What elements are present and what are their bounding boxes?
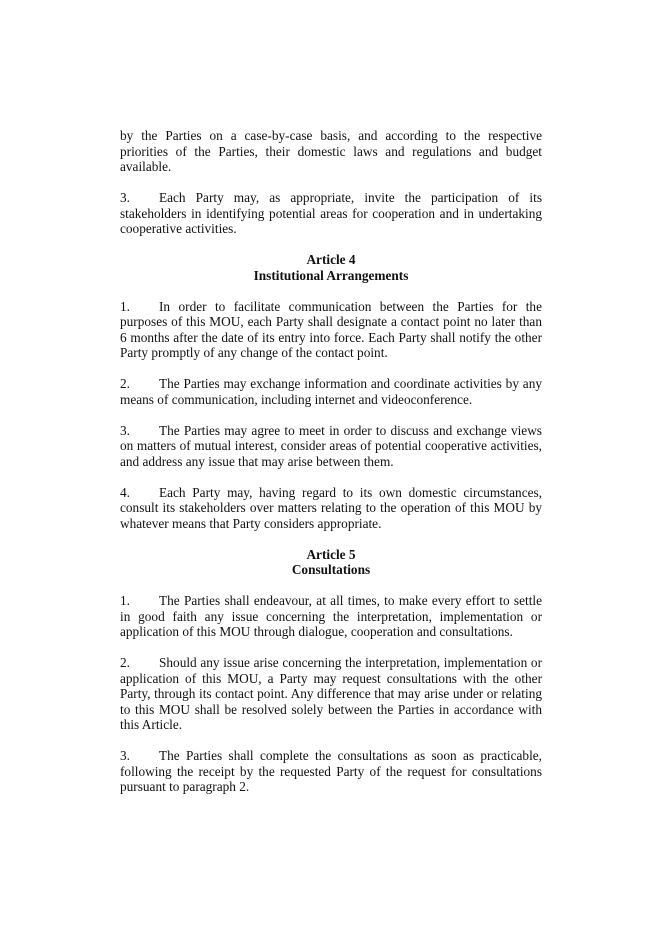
- paragraph-number: 2.: [120, 655, 130, 670]
- paragraph-text: The Parties shall endeavour, at all times, to make every effort to settle in good faith any issue concerning the interpretation, implementation or application of this MOU through dialogue, cooperation and consultations.: [120, 593, 542, 639]
- article-4-paragraph-3: [120, 423, 542, 470]
- article-5-paragraph-2: [120, 655, 542, 733]
- paragraph-text: Each Party may, having regard to its own domestic circumstances, consult its stakeholders over matters relating to the operation of this MOU by whatever means that Party considers appropriate.: [120, 484, 542, 531]
- paragraph-text: The Parties shall complete the consultations as soon as practicable, following the receipt by the requested Party of the request for consultations pursuant to paragraph 2.: [120, 748, 542, 794]
- paragraph-number: 1.: [120, 298, 130, 314]
- paragraph-3-pre: [120, 190, 542, 237]
- article-4-heading: [120, 252, 542, 283]
- article-4-paragraph-4: [120, 485, 542, 532]
- paragraph-text: Each Party may, as appropriate, invite the participation of its stakeholders in identifying potential areas for cooperation and in undertaking cooperative activities.: [120, 190, 542, 236]
- document-page: [120, 128, 542, 810]
- article-4-paragraph-1: [120, 299, 542, 361]
- paragraph-text: Should any issue arise concerning the interpretation, implementation or application of this MOU, a Party may request consultations with the other Party, through its contact point. Any difference that may arise under or relating to this MOU shall be resolved solely between the Parties in accordance with this Article.: [120, 655, 542, 732]
- continuation-paragraph: by the Parties on a case-by-case basis, and according to the respective priorities of the Parties, their domestic laws and regulations and budget available.: [120, 128, 542, 174]
- paragraph-number: 1.: [120, 593, 130, 608]
- article-5-subtitle: Consultations: [291, 562, 371, 577]
- paragraph-number: 4.: [120, 484, 130, 500]
- article-5-title: Article 5: [306, 546, 356, 562]
- paragraph-number: 2.: [120, 376, 130, 391]
- article-4-paragraph-2: [120, 376, 542, 407]
- article-4-title: Article 4: [306, 252, 356, 267]
- paragraph-number: 3.: [120, 190, 130, 205]
- paragraph-number: 3.: [120, 748, 130, 763]
- article-5-paragraph-3: [120, 748, 542, 795]
- paragraph-text: In order to facilitate communication between the Parties for the purposes of this MOU, each Party shall designate a contact point no later than 6 months after the date of its entry into force. Each Party shall notify the other Party promptly of any change of the contact point.: [120, 298, 542, 360]
- article-4-subtitle: Institutional Arrangements: [253, 267, 409, 283]
- article-5-paragraph-1: [120, 593, 542, 640]
- paragraph-number: 3.: [120, 422, 130, 438]
- paragraph-text: The Parties may exchange information and coordinate activities by any means of communication, including internet and videoconference.: [120, 376, 542, 407]
- article-5-heading: [120, 547, 542, 578]
- paragraph-text: The Parties may agree to meet in order to discuss and exchange views on matters of mutual interest, consider areas of potential cooperative activities, and address any issue that may arise between them.: [120, 422, 542, 469]
